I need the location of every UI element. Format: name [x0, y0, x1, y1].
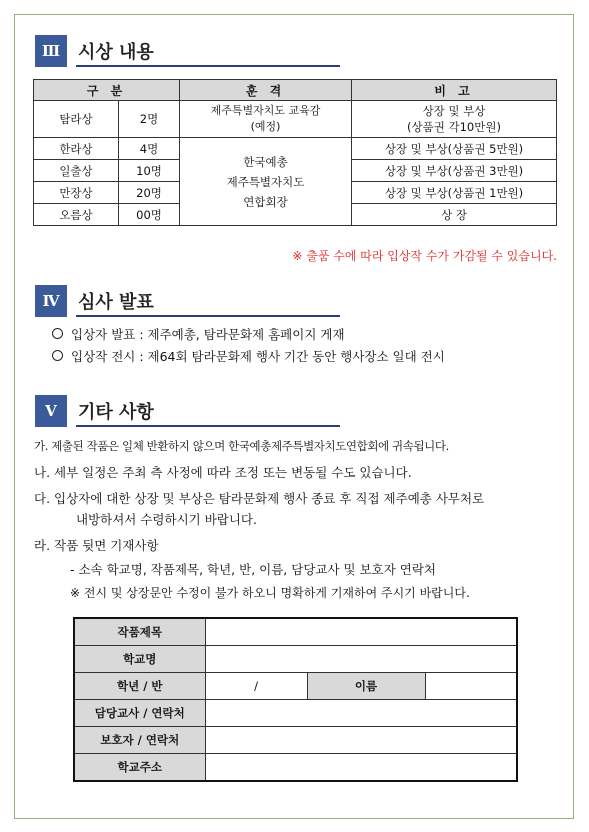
award-org: 제주특별자치도 교육감 (예정)	[180, 101, 352, 138]
form-label-grade: 학년 / 반	[74, 673, 205, 700]
award-name: 한라상	[34, 138, 119, 160]
form-label-address: 학교주소	[74, 754, 205, 782]
title-underline	[76, 425, 340, 427]
section-number: Ⅲ	[35, 35, 67, 67]
award-table	[33, 79, 557, 226]
table-row	[34, 101, 557, 138]
award-note: 상장 및 부상 (상품권 각10만원)	[352, 101, 557, 138]
misc-item-ra-detail: - 소속 학교명, 작품제목, 학년, 반, 이름, 담당교사 및 보호자 연락처	[70, 562, 436, 577]
entry-label-form	[73, 617, 518, 782]
form-field-guardian[interactable]	[205, 727, 517, 754]
award-count-note: ※ 출품 수에 따라 입상작 수가 가감될 수 있습니다.	[292, 249, 557, 263]
award-note: 상장 및 부상(상품권 5만원)	[352, 138, 557, 160]
judging-item: 입상작 전시 : 제64회 탐라문화제 행사 기간 동안 행사장소 일대 전시	[52, 347, 445, 365]
award-count: 20명	[119, 182, 180, 204]
section-number: Ⅳ	[35, 285, 67, 317]
form-row	[74, 754, 517, 782]
section-number: Ⅴ	[35, 395, 67, 427]
header-remarks: 비 고	[352, 80, 557, 101]
award-note: 상장 및 부상(상품권 3만원)	[352, 160, 557, 182]
circle-bullet-icon	[52, 350, 63, 361]
header-category: 구 분	[34, 80, 180, 101]
misc-item-ra: 라. 작품 뒷면 기재사항	[34, 538, 159, 553]
form-field-title[interactable]	[205, 618, 517, 646]
form-label-school: 학교명	[74, 646, 205, 673]
misc-item-ra-note: ※ 전시 및 상장문안 수정이 불가 하오니 명확하게 기재하여 주시기 바랍니다.	[70, 586, 470, 600]
award-note: 상장 및 부상(상품권 1만원)	[352, 182, 557, 204]
form-row	[74, 727, 517, 754]
misc-item-da-cont: 내방하셔서 수령하시기 바랍니다.	[76, 512, 257, 527]
form-row	[74, 618, 517, 646]
form-label-guardian: 보호자 / 연락처	[74, 727, 205, 754]
title-underline	[76, 65, 340, 67]
award-count: 4명	[119, 138, 180, 160]
judging-item: 입상자 발표 : 제주예총, 탐라문화제 홈페이지 게재	[52, 325, 345, 343]
form-field-teacher[interactable]	[205, 700, 517, 727]
award-name: 만장상	[34, 182, 119, 204]
section-title: 심사 발표	[78, 292, 154, 313]
form-label-name: 이름	[307, 673, 425, 700]
form-field-school[interactable]	[205, 646, 517, 673]
table-row	[34, 138, 557, 160]
misc-item-ga: 가. 제출된 작품은 일체 반환하지 않으며 한국예총제주특별자치도연합회에 귀속됩니다.	[34, 439, 449, 453]
section-title: 기타 사항	[78, 402, 154, 423]
header-honor: 훈 격	[180, 80, 352, 101]
title-underline	[76, 315, 340, 317]
form-field-address[interactable]	[205, 754, 517, 782]
misc-item-da: 다. 입상자에 대한 상장 및 부상은 탐라문화제 행사 종료 후 직접 제주예총 사무처로	[34, 491, 485, 506]
form-label-title: 작품제목	[74, 618, 205, 646]
award-count: 00명	[119, 204, 180, 226]
award-count: 2명	[119, 101, 180, 138]
form-field-grade[interactable]: /	[205, 673, 307, 700]
form-row	[74, 673, 517, 700]
form-row	[74, 646, 517, 673]
award-name: 일출상	[34, 160, 119, 182]
form-field-name[interactable]	[425, 673, 517, 700]
form-row	[74, 700, 517, 727]
circle-bullet-icon	[52, 328, 63, 339]
misc-item-na: 나. 세부 일정은 주최 측 사정에 따라 조정 또는 변동될 수도 있습니다.	[34, 465, 412, 480]
award-org-shared: 한국예총 제주특별자치도 연합회장	[180, 138, 352, 226]
award-table-header	[34, 80, 557, 101]
award-name: 오름상	[34, 204, 119, 226]
award-count: 10명	[119, 160, 180, 182]
form-label-teacher: 담당교사 / 연락처	[74, 700, 205, 727]
award-note: 상 장	[352, 204, 557, 226]
award-name: 탐라상	[34, 101, 119, 138]
section-title: 시상 내용	[78, 42, 154, 63]
